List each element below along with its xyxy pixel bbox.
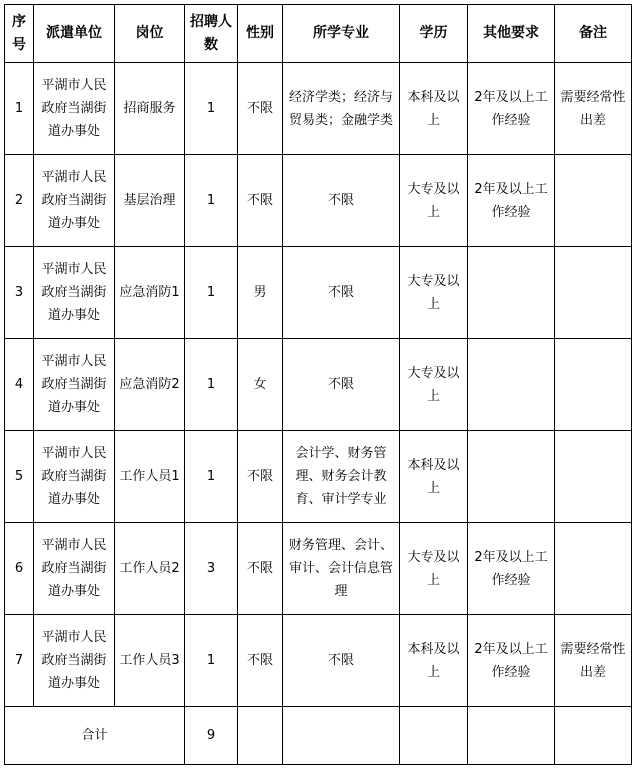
cell-remark: [555, 523, 632, 615]
cell-seq: 6: [5, 523, 34, 615]
cell-count: 1: [185, 63, 238, 155]
cell-seq: 7: [5, 615, 34, 707]
table-row: [5, 63, 632, 155]
cell-unit: 平湖市人民政府当湖街道办事处: [34, 63, 115, 155]
cell-other-requirements: [468, 247, 555, 339]
cell-other-requirements: 2年及以上工作经验: [468, 63, 555, 155]
cell-count: 1: [185, 155, 238, 247]
cell-seq: 2: [5, 155, 34, 247]
cell-unit: 平湖市人民政府当湖街道办事处: [34, 615, 115, 707]
cell-post: 应急消防2: [115, 339, 185, 431]
cell-other-requirements: 2年及以上工作经验: [468, 523, 555, 615]
cell-gender: 不限: [238, 63, 283, 155]
header-edu: 学历: [400, 5, 468, 63]
cell-unit: 平湖市人民政府当湖街道办事处: [34, 523, 115, 615]
cell-major: 不限: [283, 615, 400, 707]
cell-unit: 平湖市人民政府当湖街道办事处: [34, 431, 115, 523]
header-unit: 派遣单位: [34, 5, 115, 63]
cell-gender: 不限: [238, 615, 283, 707]
cell-education: 本科及以上: [400, 615, 468, 707]
total-label: 合计: [5, 707, 185, 765]
cell-unit: 平湖市人民政府当湖街道办事处: [34, 155, 115, 247]
cell-post: 招商服务: [115, 63, 185, 155]
cell-post: 基层治理: [115, 155, 185, 247]
cell-seq: 5: [5, 431, 34, 523]
header-post: 岗位: [115, 5, 185, 63]
cell-remark: [555, 247, 632, 339]
cell-seq: 4: [5, 339, 34, 431]
table-body: [5, 63, 632, 707]
cell-other-requirements: 2年及以上工作经验: [468, 155, 555, 247]
cell-seq: 1: [5, 63, 34, 155]
cell-gender: 女: [238, 339, 283, 431]
header-gender: 性别: [238, 5, 283, 63]
cell-count: 3: [185, 523, 238, 615]
cell-education: 本科及以上: [400, 431, 468, 523]
cell-other-requirements: 2年及以上工作经验: [468, 615, 555, 707]
recruitment-table: [4, 4, 632, 765]
cell-count: 1: [185, 431, 238, 523]
cell-education: 大专及以上: [400, 155, 468, 247]
cell-major: 不限: [283, 247, 400, 339]
total-empty-cell: [283, 707, 400, 765]
cell-remark: [555, 339, 632, 431]
header-other: 其他要求: [468, 5, 555, 63]
header-major: 所学专业: [283, 5, 400, 63]
header-row: [5, 5, 632, 63]
table-row: [5, 615, 632, 707]
cell-count: 1: [185, 615, 238, 707]
total-row: [5, 707, 632, 765]
cell-unit: 平湖市人民政府当湖街道办事处: [34, 339, 115, 431]
cell-gender: 不限: [238, 431, 283, 523]
cell-education: 大专及以上: [400, 339, 468, 431]
total-empty-cell: [400, 707, 468, 765]
total-empty-cell: [468, 707, 555, 765]
total-count: 9: [185, 707, 238, 765]
cell-count: 1: [185, 339, 238, 431]
cell-post: 工作人员2: [115, 523, 185, 615]
cell-gender: 不限: [238, 155, 283, 247]
cell-education: 本科及以上: [400, 63, 468, 155]
cell-post: 应急消防1: [115, 247, 185, 339]
cell-major: 会计学、财务管理、财务会计教育、审计学专业: [283, 431, 400, 523]
cell-seq: 3: [5, 247, 34, 339]
table-row: [5, 431, 632, 523]
cell-major: 不限: [283, 155, 400, 247]
cell-major: 不限: [283, 339, 400, 431]
cell-post: 工作人员1: [115, 431, 185, 523]
cell-major: 财务管理、会计、审计、会计信息管理: [283, 523, 400, 615]
total-empty-cell: [238, 707, 283, 765]
cell-remark: [555, 431, 632, 523]
cell-other-requirements: [468, 339, 555, 431]
cell-other-requirements: [468, 431, 555, 523]
header-count: 招聘人数: [185, 5, 238, 63]
table-row: [5, 247, 632, 339]
cell-remark: 需要经常性出差: [555, 63, 632, 155]
cell-unit: 平湖市人民政府当湖街道办事处: [34, 247, 115, 339]
cell-remark: [555, 155, 632, 247]
header-remark: 备注: [555, 5, 632, 63]
table-row: [5, 339, 632, 431]
table-row: [5, 155, 632, 247]
cell-education: 大专及以上: [400, 523, 468, 615]
cell-remark: 需要经常性出差: [555, 615, 632, 707]
header-seq: 序号: [5, 5, 34, 63]
cell-education: 大专及以上: [400, 247, 468, 339]
cell-gender: 不限: [238, 523, 283, 615]
cell-count: 1: [185, 247, 238, 339]
cell-gender: 男: [238, 247, 283, 339]
total-empty-cell: [555, 707, 632, 765]
table-row: [5, 523, 632, 615]
cell-post: 工作人员3: [115, 615, 185, 707]
cell-major: 经济学类；经济与贸易类；金融学类: [283, 63, 400, 155]
